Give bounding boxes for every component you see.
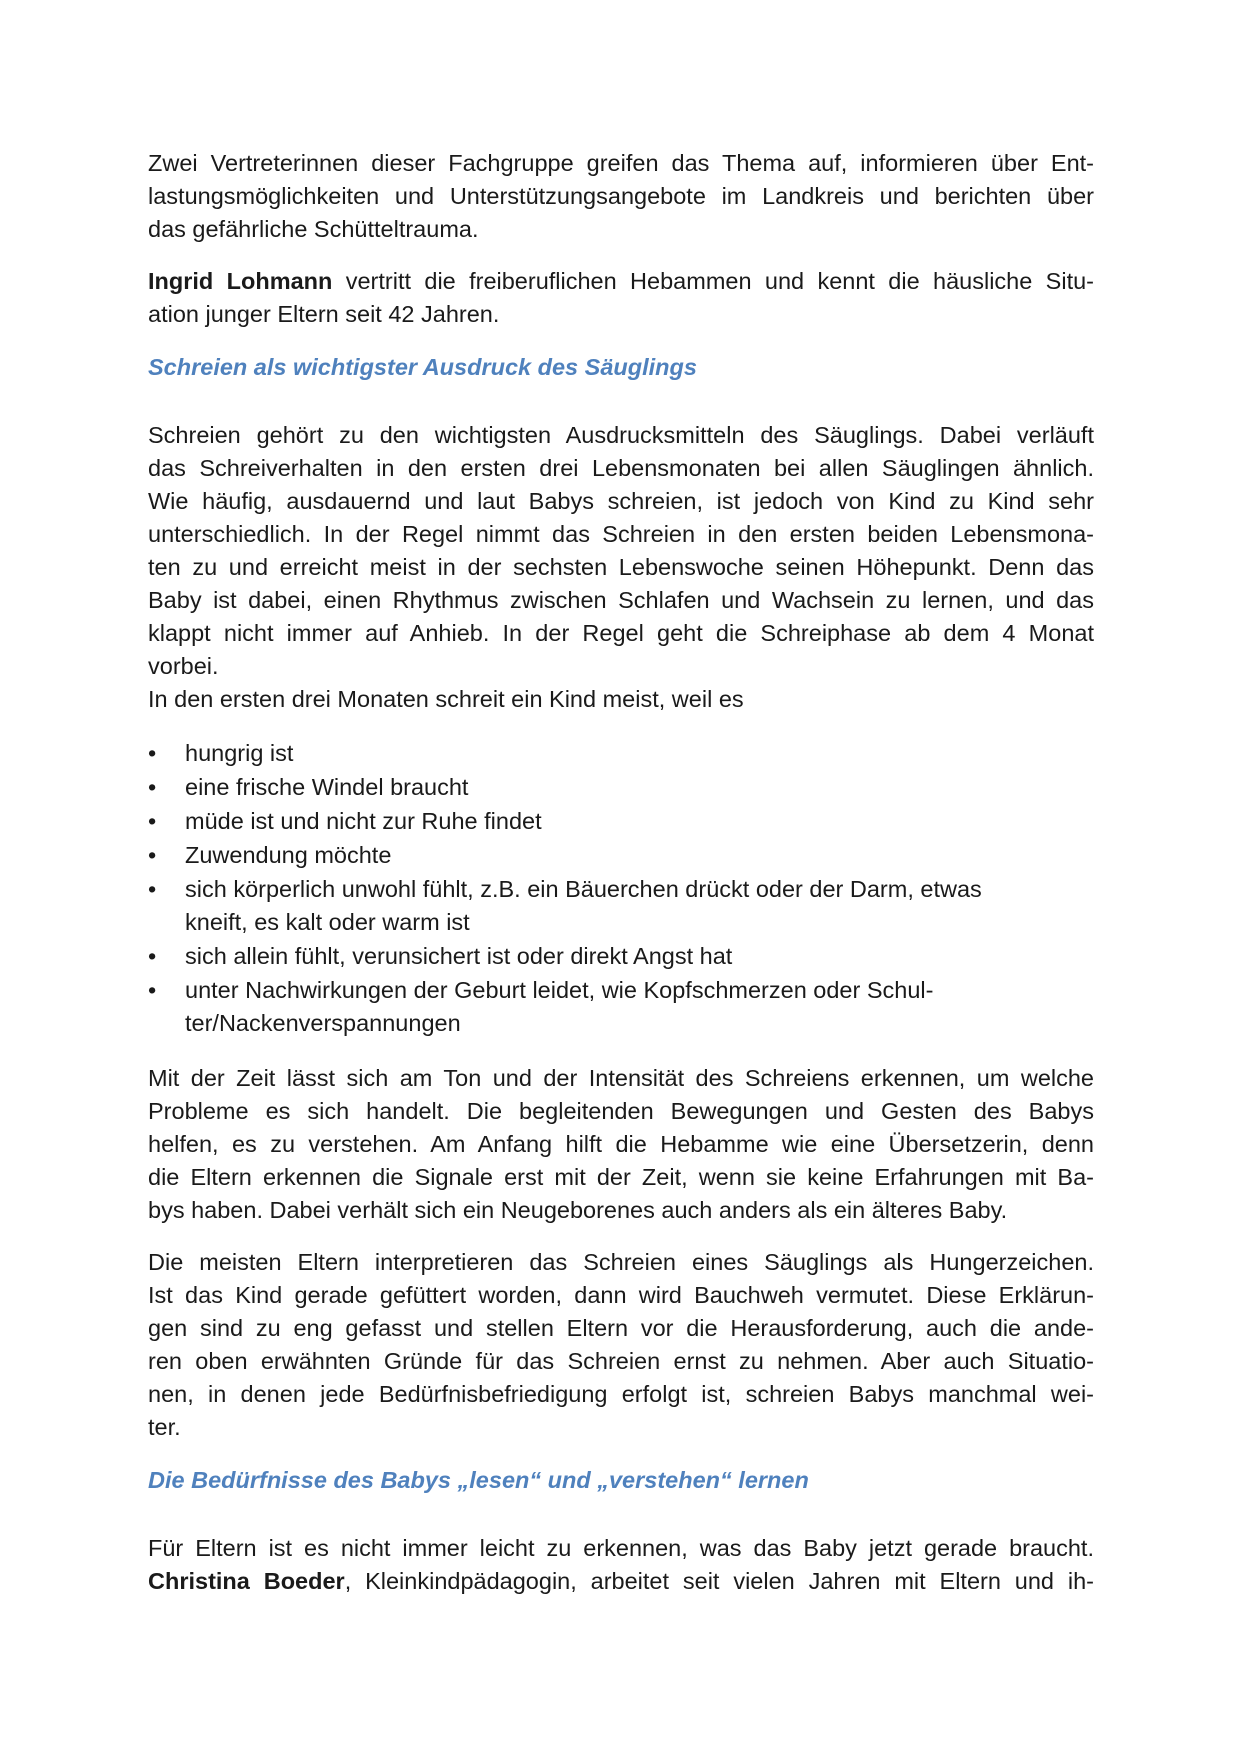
- paragraph-6-line-1: Für Eltern ist es nicht immer leicht zu erkennen, was das Baby jetzt gerade braucht.: [148, 1535, 1094, 1561]
- bullet-symbol: •: [148, 740, 157, 766]
- bullet-symbol: •: [148, 943, 157, 969]
- paragraph-3-line-9: In den ersten drei Monaten schreit ein Kind meist, weil es: [148, 686, 744, 712]
- bullet-item-3: müde ist und nicht zur Ruhe findet: [185, 808, 542, 834]
- bullet-item-6: sich allein fühlt, verunsichert ist oder direkt Angst hat: [185, 943, 733, 969]
- paragraph-5-line-3: gen sind zu eng gefasst und stellen Eltern vor die Herausforderung, auch die ande-: [148, 1315, 1094, 1341]
- bullet-item-5-line-1: sich körperlich unwohl fühlt, z.B. ein Bäuerchen drückt oder der Darm, etwas: [185, 876, 982, 902]
- bullet-item-2: eine frische Windel braucht: [185, 774, 469, 800]
- paragraph-2-line-2: ation junger Eltern seit 42 Jahren.: [148, 301, 500, 327]
- bullet-item-7-line-1: unter Nachwirkungen der Geburt leidet, wie Kopfschmerzen oder Schul-: [185, 977, 934, 1003]
- paragraph-3-line-6: Baby ist dabei, einen Rhythmus zwischen Schlafen und Wachsein zu lernen, und das: [148, 587, 1094, 613]
- paragraph-2-line-1-text: vertritt die freiberuflichen Hebammen und kennt die häusliche Situ-: [332, 268, 1094, 294]
- paragraph-3-line-5: ten zu und erreicht meist in der sechsten Lebenswoche seinen Höhepunkt. Denn das: [148, 554, 1094, 580]
- bullet-item-5-line-2: kneift, es kalt oder warm ist: [185, 909, 470, 935]
- paragraph-5-line-2: Ist das Kind gerade gefüttert worden, dann wird Bauchweh vermutet. Diese Erklärun-: [148, 1282, 1094, 1308]
- person-name-ingrid: Ingrid Lohmann: [148, 268, 333, 294]
- section-heading-1: Schreien als wichtigster Ausdruck des Säuglings: [148, 354, 697, 380]
- paragraph-5-line-6: ter.: [148, 1414, 181, 1440]
- paragraph-6-line-2: [148, 1565, 1094, 1598]
- paragraph-3-line-4: unterschiedlich. In der Regel nimmt das Schreien in den ersten beiden Lebensmona-: [148, 521, 1094, 547]
- paragraph-3-line-7: klappt nicht immer auf Anhieb. In der Regel geht die Schreiphase ab dem 4 Monat: [148, 620, 1094, 646]
- paragraph-4-line-3: helfen, es zu verstehen. Am Anfang hilft die Hebamme wie eine Übersetzerin, denn: [148, 1131, 1094, 1157]
- bullet-item-1: hungrig ist: [185, 740, 294, 766]
- paragraph-5-line-4: ren oben erwähnten Gründe für das Schreien ernst zu nehmen. Aber auch Situatio-: [148, 1348, 1094, 1374]
- person-name-christina: Christina Boeder: [148, 1568, 345, 1594]
- bullet-symbol: •: [148, 977, 157, 1003]
- paragraph-1-line-1: Zwei Vertreterinnen dieser Fachgruppe greifen das Thema auf, informieren über Ent-: [148, 150, 1094, 176]
- paragraph-4-line-4: die Eltern erkennen die Signale erst mit der Zeit, wenn sie keine Erfahrungen mit Ba-: [148, 1164, 1094, 1190]
- paragraph-3-line-2: das Schreiverhalten in den ersten drei Lebensmonaten bei allen Säuglingen ähnlich.: [148, 455, 1094, 481]
- section-heading-2: Die Bedürfnisse des Babys „lesen“ und „verstehen“ lernen: [148, 1467, 809, 1493]
- paragraph-4-line-2: Probleme es sich handelt. Die begleitenden Bewegungen und Gesten des Babys: [148, 1098, 1094, 1124]
- paragraph-5-line-1: Die meisten Eltern interpretieren das Schreien eines Säuglings als Hungerzeichen.: [148, 1249, 1094, 1275]
- paragraph-1-line-2: lastungsmöglichkeiten und Unterstützungsangebote im Landkreis und berichten über: [148, 183, 1094, 209]
- bullet-symbol: •: [148, 774, 157, 800]
- paragraph-5-line-5: nen, in denen jede Bedürfnisbefriedigung erfolgt ist, schreien Babys manchmal wei-: [148, 1381, 1094, 1407]
- paragraph-6-line-2-text: , Kleinkindpädagogin, arbeitet seit vielen Jahren mit Eltern und ih-: [344, 1568, 1094, 1594]
- bullet-symbol: •: [148, 842, 157, 868]
- paragraph-4-line-5: bys haben. Dabei verhält sich ein Neugeborenes auch anders als ein älteres Baby.: [148, 1197, 1008, 1223]
- bullet-item-4: Zuwendung möchte: [185, 842, 392, 868]
- paragraph-1-line-3: das gefährliche Schütteltrauma.: [148, 216, 479, 242]
- paragraph-4-line-1: Mit der Zeit lässt sich am Ton und der Intensität des Schreiens erkennen, um welche: [148, 1065, 1094, 1091]
- bullet-symbol: •: [148, 808, 157, 834]
- paragraph-3-line-8: vorbei.: [148, 653, 219, 679]
- bullet-item-7-line-2: ter/Nackenverspannungen: [185, 1010, 461, 1036]
- paragraph-3-line-3: Wie häufig, ausdauernd und laut Babys schreien, ist jedoch von Kind zu Kind sehr: [148, 488, 1094, 514]
- paragraph-3-line-1: Schreien gehört zu den wichtigsten Ausdrucksmitteln des Säuglings. Dabei verläuft: [148, 422, 1094, 448]
- bullet-symbol: •: [148, 876, 157, 902]
- paragraph-2-line-1: [148, 265, 1094, 298]
